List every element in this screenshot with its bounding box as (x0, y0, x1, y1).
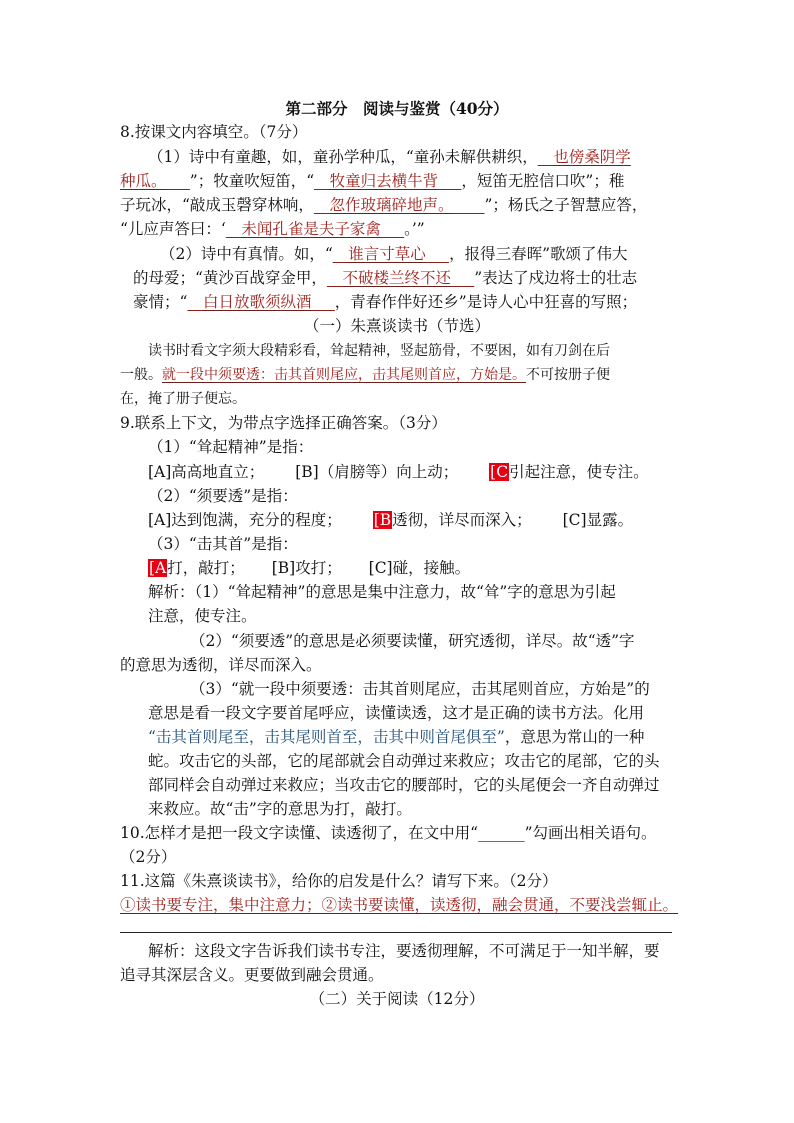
option-c: [C]显露。 (562, 511, 634, 529)
passage-2-title: （二）关于阅读（12分） (309, 990, 485, 1008)
q8-text: ，青春作伴好还乡”是诗人心中狂喜的写照； (334, 293, 638, 311)
passage-1-title: （一）朱熹谈读书（节选） (303, 317, 490, 335)
option-a-selected-mark: [A (149, 559, 167, 577)
q9-sub-3: （3）“击其首”是指： (148, 535, 298, 553)
option-b: [B]（肩膀等）向上动； (295, 463, 459, 481)
q9-sub-2: （2）“须要透”是指： (148, 487, 298, 505)
q8-line-1 (148, 146, 631, 168)
option-c-selected-mark: [C (490, 463, 509, 481)
section-title: 第二部分 阅读与鉴赏（40分） (285, 99, 509, 118)
question-9-stem: 9.联系上下文，为带点字选择正确答案。（3分） (120, 414, 447, 432)
q8-text: 的母爱；“黄沙百战穿金甲， (133, 269, 327, 287)
question-8-stem: 8.按课文内容填空。（7分） (120, 123, 308, 141)
q8-line-4 (120, 218, 425, 240)
quote-text: “击其首则尾至，击其尾则首至，击其中则首尾俱至” (148, 728, 505, 746)
q8-line-5 (160, 243, 628, 265)
passage-text: 不可按册子便 (526, 367, 610, 383)
q8-text: ”；牧童吹短笛，“ (189, 172, 315, 190)
option-b-selected-mark: [B (373, 511, 392, 529)
q8-text: 。’” (404, 220, 425, 238)
q9-options-1 (148, 461, 649, 483)
q9-analysis-3: （2）“须要透”的意思是必须要读懂，研究透彻，详尽。故“透”字 (190, 632, 635, 650)
answer-line-divider (120, 932, 672, 933)
q9-options-2 (148, 509, 633, 531)
option-b: [B]攻打； (271, 559, 342, 577)
passage-1-line-2 (120, 364, 610, 386)
q9-analysis-1: 解析：（1）“耸起精神”的意思是集中注意力，故“耸”字的意思为引起 (148, 583, 616, 601)
question-11-stem: 11.这篇《朱熹谈读书》，给你的启发是什么？请写下来。（2分） (120, 872, 558, 890)
passage-text: 一般。 (120, 367, 162, 383)
q8-text: ”表达了戍边将士的壮志 (474, 269, 638, 287)
q9-analysis-8: 蛇。攻击它的头部，它的尾部就会自动弹过来救应；攻击它的尾部，它的头 (148, 752, 660, 770)
q8-text: ”；杨氏之子智慧应答， (484, 196, 648, 214)
q8-line-2 (120, 170, 624, 192)
passage-1-line-1: 读书时看文字须大段精彩看，耸起精神，竖起筋骨，不要困，如有刀剑在后 (148, 343, 610, 359)
q8-answer-5: __谁言寸草心___ (332, 245, 450, 263)
q8-text: “儿应声答曰：‘ (120, 220, 226, 238)
option-a: 打，敲打； (167, 559, 245, 577)
question-10-score: （2分） (120, 848, 177, 866)
q8-line-7 (133, 291, 637, 313)
question-10-stem: 10.怎样才是把一段文字读懂、读透彻了，在文中用“______”勾画出相关语句。 (120, 824, 657, 842)
q8-answer-6: __不破楼兰终不还___ (326, 269, 475, 287)
q8-line-3 (120, 194, 647, 216)
passage-key-sentence: 就一段中须要透：击其首则尾应，击其尾则首应，方始是。 (162, 367, 526, 383)
q8-answer-1-cont: 种瓜。___ (120, 172, 190, 190)
q8-answer-4: __未闻孔雀是夫子家禽___ (225, 220, 405, 238)
q8-text: ，短笛无腔信口吹”；稚 (461, 172, 625, 190)
option-c: [C]碰，接触。 (368, 559, 471, 577)
q9-analysis-2: 注意，使专注。 (148, 607, 257, 625)
q9-options-3 (148, 557, 470, 579)
q8-answer-3: __忽作玻璃碎地声。____ (313, 196, 485, 214)
option-a: [A]高高地直立； (148, 463, 265, 481)
q9-analysis-10: 来救应。故“击”字的意思为打，敲打。 (148, 800, 412, 818)
q8-answer-1: __也傍桑阴学 (537, 148, 631, 166)
q8-line-6 (133, 267, 637, 289)
option-c: 引起注意，使专注。 (509, 463, 649, 481)
question-11-answer: ①读书要专注，集中注意力；②读书要读懂，读透彻，融会贯通，不要浅尝辄止。 (120, 896, 679, 914)
q9-sub-1: （1）“耸起精神”是指： (148, 438, 314, 456)
q8-text: 子玩冰，“敲成玉磬穿林响， (120, 196, 314, 214)
q8-answer-2: __牧童归去横牛背___ (314, 172, 462, 190)
q9-analysis-9: 部同样会自动弹过来救应；当攻击它的腰部时，它的头尾便会一齐自动弹过 (148, 776, 660, 794)
q8-text: （1）诗中有童趣，如，童孙学种瓜，“童孙未解供耕织， (148, 148, 538, 166)
q8-text: （2）诗中有真情。如，“ (160, 245, 333, 263)
option-a: [A]达到饱满，充分的程度； (148, 511, 342, 529)
q8-text: 豪情；“ (133, 293, 188, 311)
analysis-text: ，意思为常山的一种 (504, 728, 645, 746)
q11-analysis-2: 追寻其深层含义。更要做到融会贯通。 (120, 966, 384, 984)
option-b: 透彻，详尽而深入； (392, 511, 532, 529)
q9-analysis-7 (148, 726, 644, 748)
q8-text: ，报得三春晖”歌颂了伟大 (449, 245, 628, 263)
q9-analysis-5: （3）“就一段中须要透：击其首则尾应，击其尾则首应，方始是”的 (190, 680, 650, 698)
q9-analysis-4: 的意思为透彻，详尽而深入。 (120, 656, 322, 674)
q9-analysis-6: 意思是看一段文字要首尾呼应，读懂读透，这才是正确的读书方法。化用 (148, 704, 645, 722)
q8-answer-7: __白日放歌须纵酒___ (187, 293, 335, 311)
q11-analysis-1: 解析：这段文字告诉我们读书专注，要透彻理解，不可满足于一知半解，要 (148, 942, 660, 960)
passage-1-line-3: 在，掩了册子便忘。 (120, 391, 246, 407)
